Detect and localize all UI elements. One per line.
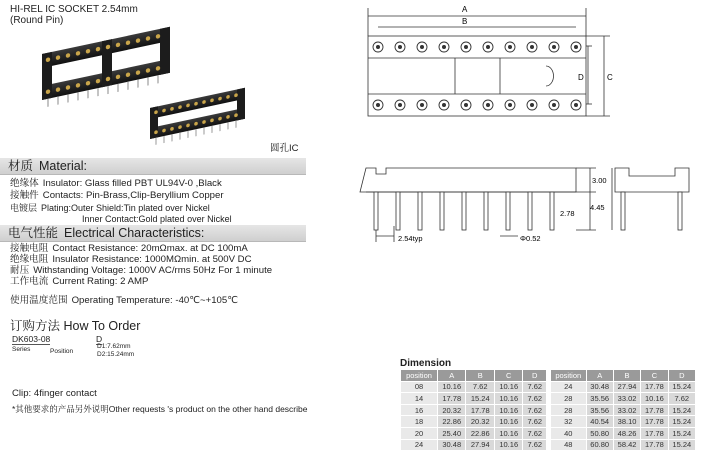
- table-row: 08 10.16 7.62 10.16 7.62: [401, 381, 547, 393]
- table-row: 40 50.80 48.26 17.78 15.24: [551, 427, 696, 439]
- dim-445: 4.45: [590, 203, 605, 212]
- dim-pin-diameter: Φ0.52: [520, 234, 541, 243]
- col-header: A: [437, 370, 466, 382]
- product-title: HI-REL IC SOCKET 2.54mm: [10, 4, 138, 15]
- material-line-0: 绝缘体 Insulator: Glass filled PBT UL94V-0 ,Black: [10, 178, 222, 189]
- table-row: 20 25.40 22.86 10.16 7.62: [401, 427, 547, 439]
- dim-label-b: B: [462, 17, 468, 26]
- table-row: 32 40.54 38.10 17.78 15.24: [551, 416, 696, 428]
- table-row: 24 30.48 27.94 17.78 15.24: [551, 381, 696, 393]
- operating-temperature: 使用温度范围 Operating Temperature: -40℃~+105℃: [10, 295, 239, 306]
- table-row: 28 35.56 33.02 17.78 15.24: [551, 404, 696, 416]
- technical-drawing: [350, 0, 706, 250]
- dimension-table-right: [550, 369, 696, 451]
- product-photo: [0, 0, 310, 158]
- material-line-2: 电镀层 Plating:Outer Shield:Tin plated over Nickel: [10, 203, 210, 213]
- table-row: 18 22.86 20.32 10.16 7.62: [401, 416, 547, 428]
- material-line-3: Inner Contact:Gold plated over Nickel: [82, 214, 232, 224]
- electrical-line-3: 工作电流 Current Rating: 2 AMP: [10, 276, 149, 287]
- col-header: D: [523, 370, 547, 382]
- electrical-heading: 电气性能 Electrical Characteristics:: [0, 225, 306, 242]
- col-header: position: [401, 370, 438, 382]
- other-requests-note: *其他要求的产品另外说明Other requests 's product on the other hand describe: [12, 404, 308, 414]
- order-option-d2: D2:15.24mm: [97, 351, 135, 358]
- col-header: D: [668, 370, 695, 382]
- electrical-line-1: 绝缘电阻 Insulator Resistance: 1000MΩmin. at 500V DC: [10, 254, 252, 265]
- product-subtitle: (Round Pin): [10, 15, 64, 26]
- photo-label: 圆孔IC: [270, 143, 299, 154]
- order-code: DK603-08: [12, 334, 51, 344]
- dim-254typ: 2.54typ: [398, 234, 423, 243]
- table-row: 24 30.48 27.94 10.16 7.62: [401, 439, 547, 451]
- material-heading: 材质 Material:: [0, 158, 306, 175]
- table-row: 48 60.80 58.42 17.78 15.24: [551, 439, 696, 451]
- dimension-title: Dimension: [400, 358, 452, 369]
- col-header: A: [586, 370, 613, 382]
- dimension-table-left: [400, 369, 547, 451]
- table-row: 28 35.56 33.02 10.16 7.62: [551, 393, 696, 405]
- col-header: position: [551, 370, 587, 382]
- dim-label-a: A: [462, 5, 468, 14]
- table-row: 16 20.32 17.78 10.16 7.62: [401, 404, 547, 416]
- order-heading: 订购方法 How To Order: [10, 319, 141, 333]
- col-header: C: [641, 370, 668, 382]
- order-option-d1: D1:7.62mm: [97, 343, 131, 350]
- dim-300: 3.00: [592, 176, 607, 185]
- clip-note: Clip: 4finger contact: [12, 388, 97, 399]
- order-code-suffix: D: [96, 334, 103, 344]
- col-header: B: [466, 370, 495, 382]
- series-label: Series: [12, 346, 31, 353]
- position-label: Position: [50, 348, 74, 355]
- electrical-line-2: 耐压 Withstanding Voltage: 1000V AC/rms 50Hz For 1 minute: [10, 265, 273, 276]
- dim-label-d: D: [578, 73, 584, 82]
- dim-label-c: C: [607, 73, 613, 82]
- dim-278: 2.78: [560, 209, 575, 218]
- material-line-1: 接触件 Contacts: Pin-Brass,Clip-Beryllium Copper: [10, 190, 224, 201]
- col-header: B: [613, 370, 640, 382]
- electrical-line-0: 接触电阻 Contact Resistance: 20mΩmax. at DC 100mA: [10, 243, 248, 254]
- col-header: C: [494, 370, 523, 382]
- table-row: 14 17.78 15.24 10.16 7.62: [401, 393, 547, 405]
